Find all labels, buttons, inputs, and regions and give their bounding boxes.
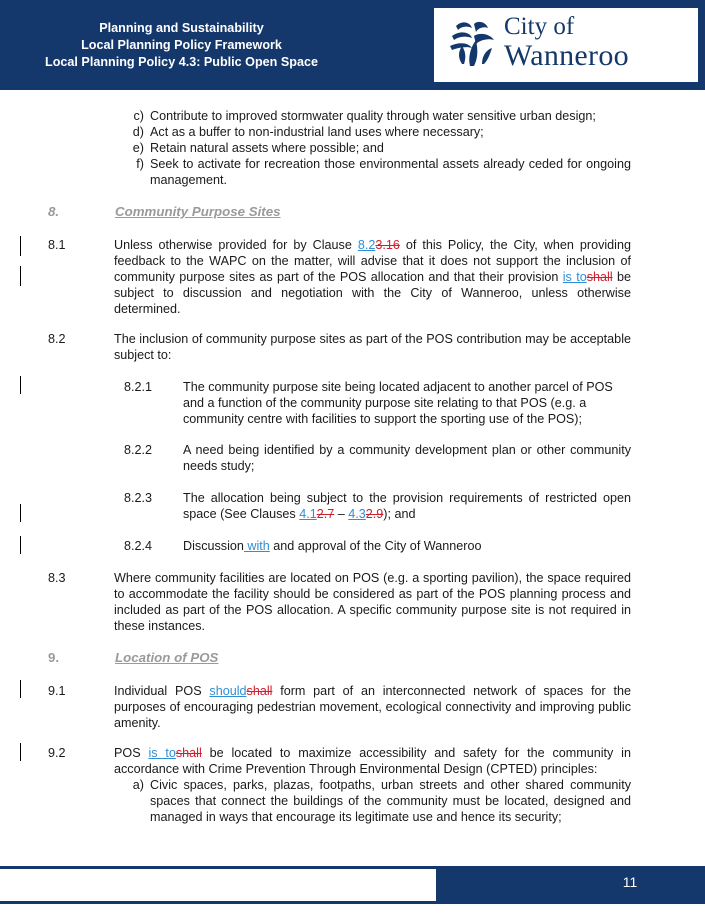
list-item: Retain natural assets where possible; and (150, 141, 384, 155)
inserted-text: is to (148, 746, 176, 760)
deleted-text: shall (586, 270, 613, 284)
list-item: Civic spaces, parks, plazas, footpaths, urban streets and other shared community spaces that connect the buildings of the community must be located, designed and managed in ways that encourage its legitimate use and hence its security; (150, 778, 631, 824)
header-line-department: Planning and Sustainability (99, 21, 264, 35)
change-bar (20, 504, 21, 522)
inserted-text: 4.1 (299, 507, 317, 521)
header-line-framework: Local Planning Policy Framework (81, 38, 282, 52)
clause-9-1 (114, 683, 631, 731)
clause-8-1 (114, 237, 631, 317)
subclause-8-2-4 (183, 538, 631, 554)
list-item: Contribute to improved stormwater quality through water sensitive urban design; (150, 109, 596, 123)
subclause-number: 8.2.1 (124, 380, 153, 394)
clause-text: Individual POS (114, 684, 210, 698)
subclause-number: 8.2.3 (124, 491, 153, 505)
subclause-8-2-1: The community purpose site being located adjacent to another parcel of POS and a function of the community purpose site relating to that POS (e.g. a community centre with facilities to support the sporting use of the POS); (183, 380, 613, 426)
change-bar (20, 536, 21, 554)
subclause-8-2-3 (183, 490, 631, 522)
change-bar (20, 376, 21, 394)
section-title: Community Purpose Sites (115, 204, 281, 219)
inserted-text: 4.3 (348, 507, 366, 521)
change-bar (20, 236, 21, 256)
clause-9-2 (114, 745, 631, 777)
page-number: 11 (622, 874, 638, 890)
city-logo (434, 8, 698, 82)
list-item: Act as a buffer to non-industrial land uses where necessary; (150, 125, 484, 139)
clause-8-3: Where community facilities are located on POS (e.g. a sporting pavilion), the space required to accommodate the facility should be considered as part of the POS planning process and included as part of the POS allocation. A specific community purpose site is not required in these instances. (114, 571, 631, 633)
clause-number: 8.2 (48, 332, 66, 346)
section-title: Location of POS (115, 650, 219, 665)
clause-number: 8.3 (48, 571, 66, 585)
deleted-text: 2.7 (316, 507, 335, 521)
header-line-policy: Local Planning Policy 4.3: Public Open Space (45, 55, 318, 69)
clause-number: 8.1 (48, 238, 66, 252)
clause-text: The allocation being subject to the provision requirements of restricted open space (See Clauses (183, 491, 631, 521)
clause-text: Unless otherwise provided for by Clause (114, 238, 358, 252)
change-bar (20, 680, 21, 698)
change-bar (20, 743, 21, 761)
clause-text: ); and (383, 507, 416, 521)
section-number: 8. (48, 204, 60, 219)
deleted-text: 3.16 (375, 238, 400, 252)
footer-panel (0, 869, 436, 901)
list-letter: d) (132, 125, 144, 139)
subclause-8-2-2: A need being identified by a community development plan or other community needs study; (183, 443, 631, 473)
page-header (0, 0, 705, 90)
list-letter: a) (132, 778, 144, 792)
clause-text: be subject to discussion and negotiation with the City of Wanneroo, unless otherwise determined. (114, 270, 631, 316)
deleted-text: shall (246, 684, 273, 698)
clause-number: 9.2 (48, 746, 66, 760)
deleted-text: 2.9 (365, 507, 384, 521)
clause-number: 9.1 (48, 684, 66, 698)
header-title-block (18, 20, 345, 71)
logo-wanneroo: Wanneroo (504, 39, 629, 72)
inserted-text: should (209, 684, 247, 698)
clause-text: Discussion (183, 539, 244, 553)
section-number: 9. (48, 650, 60, 665)
clause-text: POS (114, 746, 149, 760)
logo-city-of: City of (504, 13, 575, 40)
subclause-number: 8.2.2 (124, 443, 153, 457)
list-letter: e) (132, 141, 144, 155)
list-letter: f) (136, 157, 144, 171)
clause-text: – (334, 507, 349, 521)
list-item: Seek to activate for recreation those environmental assets already ceded for ongoing management. (150, 157, 631, 187)
subclause-number: 8.2.4 (124, 539, 153, 553)
list-letter: c) (133, 109, 144, 123)
inserted-text: with (243, 539, 270, 553)
inserted-text: 8.2 (357, 238, 376, 252)
deleted-text: shall (175, 746, 202, 760)
clause-text: and approval of the City of Wanneroo (269, 539, 482, 553)
clause-text: be located to maximize accessibility and safety for the community in accordance with Crime Prevention Through Environmental Design (CPTED) principles: (114, 746, 631, 776)
clause-text: form part of an interconnected network of spaces for the purposes of encouraging pedestrian movement, ecological connectivity and improving public amenity. (114, 684, 631, 730)
inserted-text: is to (562, 270, 587, 284)
clause-text: of this Policy, the City, when providing feedback to the WAPC on the matter, will advise that it does not support the inclusion of community purpose sites as part of the POS allocation and that their provision (114, 238, 631, 284)
change-bar (20, 266, 21, 286)
swan-logo-icon (448, 18, 500, 70)
clause-8-2: The inclusion of community purpose sites as part of the POS contribution may be acceptable subject to: (114, 332, 631, 362)
